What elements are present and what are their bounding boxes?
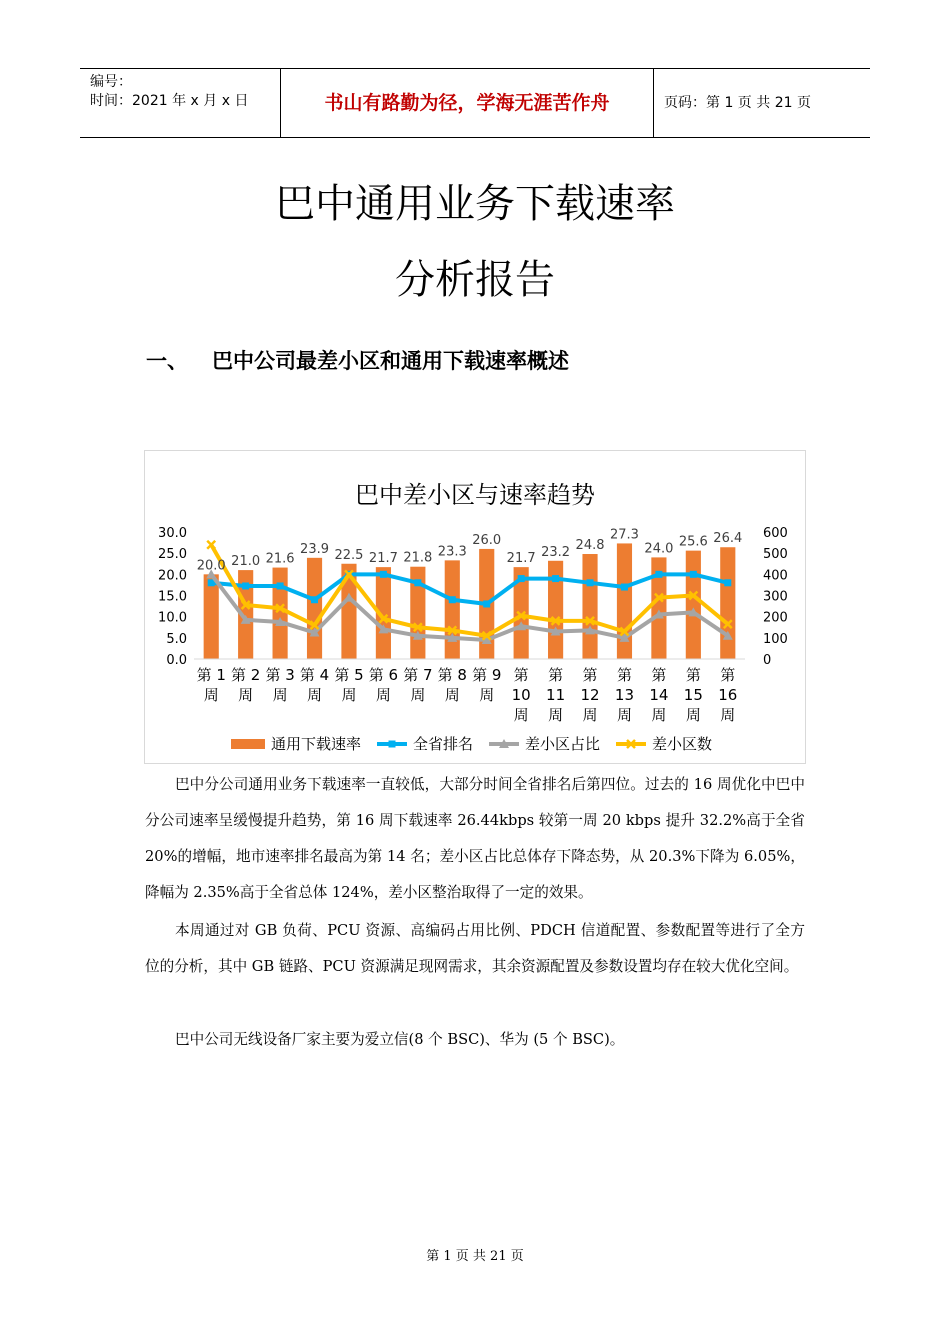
bar-data-label: 21.0 [231, 554, 261, 570]
bar-data-label: 20.0 [196, 558, 226, 574]
x-category-label: 第 3 [265, 666, 295, 684]
section-heading [146, 345, 569, 375]
trend-chart-svg [145, 451, 805, 763]
y-right-tick-label: 500 [763, 547, 788, 563]
header-motto-cell [281, 69, 654, 137]
y-right-tick-label: 600 [763, 526, 788, 541]
point-全省排名 [242, 582, 249, 589]
point-全省排名 [449, 596, 456, 603]
y-left-tick-label: 15.0 [158, 589, 187, 605]
x-category-label: 周 [375, 686, 391, 704]
section-title: 巴中公司最差小区和通用下载速率概述 [212, 349, 569, 373]
bar-data-label: 21.7 [368, 551, 398, 567]
page-info: 页码：第 1 页 共 21 页 [664, 95, 811, 111]
x-category-label: 周 [341, 686, 357, 704]
page-footer: 第 1 页 共 21 页 [426, 1249, 524, 1264]
bar-通用下载速率 [582, 554, 597, 659]
bar-data-label: 24.8 [575, 538, 605, 554]
y-right-tick-label: 200 [763, 610, 788, 626]
x-category-label: 第 [616, 666, 632, 684]
point-全省排名 [587, 579, 594, 586]
y-left-tick-label: 10.0 [158, 610, 187, 626]
doc-title-line1: 巴中通用业务下载速率 [275, 181, 675, 227]
header-table [80, 68, 870, 138]
legend-marker [389, 741, 396, 748]
paragraph-2: 本周通过对 GB 负荷、PCU 资源、高编码占用比例、PDCH 信道配置、参数配置等进行了全方位的分析，其中 GB 链路、PCU 资源满足现网需求，其余资源配置及参数设置均存在较大优化空间。 [145, 922, 805, 975]
doc-date-label: 时间：2021 年 x 月 x 日 [90, 93, 249, 109]
legend-label: 差小区数 [652, 735, 713, 753]
chart-title: 巴中差小区与速率趋势 [355, 481, 595, 509]
legend-label: 全省排名 [413, 735, 474, 753]
x-category-label: 14 [649, 686, 669, 704]
bar-data-label: 24.0 [644, 541, 674, 557]
x-category-label: 12 [580, 686, 600, 704]
x-category-label: 第 5 [334, 666, 364, 684]
x-category-label: 10 [511, 686, 531, 704]
y-left-tick-label: 30.0 [158, 526, 187, 541]
x-category-label: 周 [444, 686, 460, 704]
y-right-tick-label: 100 [763, 631, 788, 647]
x-category-label: 周 [685, 706, 701, 724]
legend-label: 差小区占比 [525, 735, 601, 753]
bar-data-label: 21.6 [265, 551, 295, 567]
bar-data-label: 21.7 [506, 551, 536, 567]
bar-data-label: 23.2 [541, 544, 571, 560]
point-全省排名 [724, 579, 731, 586]
x-category-label: 第 4 [299, 666, 330, 684]
y-left-tick-label: 25.0 [158, 547, 187, 563]
point-全省排名 [311, 596, 318, 603]
legend-label: 通用下载速率 [271, 735, 362, 753]
bar-通用下载速率 [273, 568, 288, 659]
point-全省排名 [380, 571, 387, 578]
bar-data-label: 26.4 [713, 531, 743, 547]
x-category-label: 第 [582, 666, 598, 684]
paragraph-3: 巴中公司无线设备厂家主要为爱立信(8 个 BSC)、华为 (5 个 BSC)。 [175, 1031, 625, 1048]
y-right-tick-label: 0 [763, 653, 772, 668]
bar-通用下载速率 [720, 547, 735, 659]
x-category-label: 周 [651, 706, 667, 724]
x-category-label: 15 [683, 686, 703, 704]
x-category-label: 周 [548, 706, 564, 724]
x-category-label: 第 9 [472, 666, 502, 684]
point-全省排名 [552, 575, 559, 582]
point-全省排名 [621, 584, 628, 591]
trend-chart [144, 450, 806, 764]
bar-data-label: 25.6 [678, 534, 708, 550]
point-全省排名 [690, 571, 697, 578]
x-category-label: 11 [546, 686, 566, 704]
bar-data-label: 23.9 [300, 541, 330, 557]
bar-data-label: 27.3 [609, 527, 639, 543]
bar-通用下载速率 [686, 551, 701, 659]
bar-通用下载速率 [204, 574, 219, 659]
point-全省排名 [414, 579, 421, 586]
x-category-label: 第 [720, 666, 736, 684]
x-category-label: 第 [513, 666, 529, 684]
bar-data-label: 22.5 [334, 547, 364, 563]
x-category-label: 16 [718, 686, 738, 704]
x-category-label: 周 [272, 686, 288, 704]
x-category-label: 第 8 [437, 666, 467, 684]
point-全省排名 [655, 571, 662, 578]
motto-text: 书山有路勤为径，学海无涯苦作舟 [324, 92, 610, 114]
x-category-label: 周 [479, 686, 495, 704]
x-category-label: 第 1 [196, 666, 226, 684]
y-left-tick-label: 0.0 [166, 653, 187, 668]
x-category-label: 周 [410, 686, 426, 704]
doc-title-line2: 分析报告 [395, 257, 555, 303]
x-category-label: 第 2 [231, 666, 261, 684]
point-全省排名 [483, 600, 490, 607]
bar-data-label: 23.3 [437, 544, 467, 560]
x-category-label: 第 7 [403, 666, 433, 684]
header-meta-cell [80, 69, 281, 137]
bar-通用下载速率 [307, 558, 322, 659]
bar-通用下载速率 [445, 560, 460, 659]
y-right-tick-label: 400 [763, 568, 788, 584]
x-category-label: 周 [307, 686, 323, 704]
series-line-全省排名 [211, 574, 728, 604]
y-left-tick-label: 5.0 [166, 631, 187, 647]
x-category-label: 周 [513, 706, 529, 724]
point-全省排名 [277, 582, 284, 589]
paragraph-1: 巴中分公司通用业务下载速率一直较低，大部分时间全省排名后第四位。过去的 16 周优化中巴中分公司速率呈缓慢提升趋势，第 16 周下载速率 26.44kbps 较第一周 20 kbps 提升 32.2%高于全省 20%的增幅，地市速率排名最高为第 14 名；差小区占比总体存下降态势，从 20.3%下降为 6.05%，降幅为 2.35%高于全省总体 124%，差小区整治取得了一定的效果。 [145, 776, 805, 901]
x-category-label: 第 [651, 666, 667, 684]
point-全省排名 [518, 575, 525, 582]
x-category-label: 第 [685, 666, 701, 684]
bar-data-label: 26.0 [472, 532, 502, 548]
x-category-label: 周 [203, 686, 219, 704]
y-right-tick-label: 300 [763, 589, 788, 605]
section-number: 一、 [146, 349, 188, 373]
x-category-label: 第 6 [368, 666, 399, 684]
x-category-label: 周 [720, 706, 736, 724]
x-category-label: 13 [614, 686, 635, 704]
doc-number-label: 编号： [90, 74, 132, 90]
x-category-label: 周 [616, 706, 632, 724]
legend-swatch [231, 739, 265, 749]
x-category-label: 周 [238, 686, 254, 704]
x-category-label: 第 [548, 666, 564, 684]
x-category-label: 周 [582, 706, 598, 724]
y-left-tick-label: 20.0 [158, 568, 187, 584]
header-page-cell [654, 69, 870, 137]
bar-data-label: 21.8 [403, 550, 433, 566]
